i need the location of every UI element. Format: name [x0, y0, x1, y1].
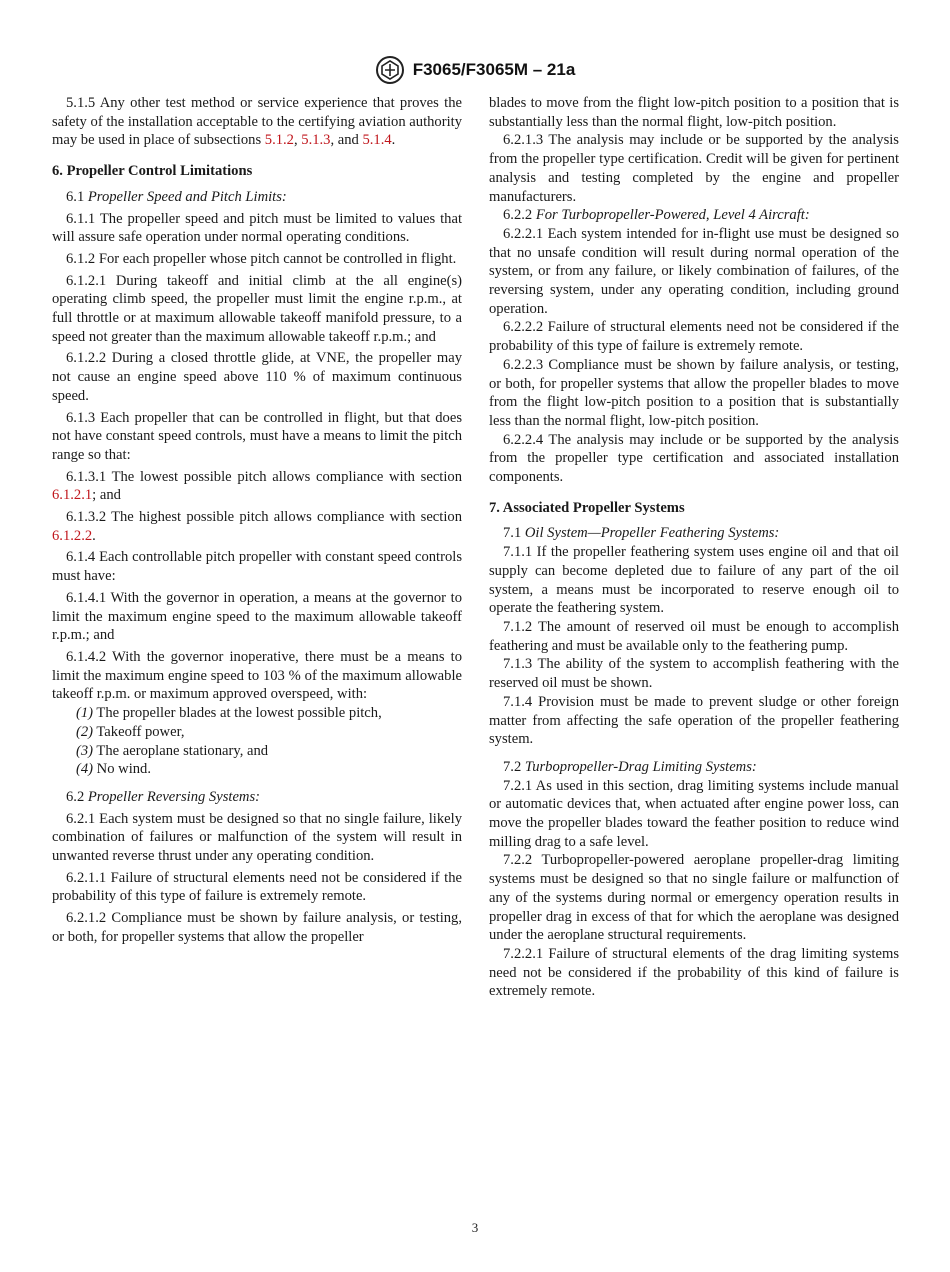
paragraph-6-1-4-2: 6.1.4.2 With the governor inoperative, there must be a means to limit the maximum engine speed to 103 % of the maximum allowable takeoff r.p.m. or maximum approved overspeed, with:	[52, 648, 462, 703]
page-number: 3	[471, 1220, 479, 1235]
condition-list	[52, 704, 462, 779]
paragraph-6-2-1: 6.2.1 Each system must be designed so that no single failure, likely combination of failures or malfunction of the system will result in unwanted reverse thrust under any operating condition.	[52, 810, 462, 865]
paragraph-6-1-1: 6.1.1 The propeller speed and pitch must be limited to values that will assure safe operation under normal operating conditions.	[52, 210, 462, 246]
paragraph-6-1-4: 6.1.4 Each controllable pitch propeller with constant speed controls must have:	[52, 549, 462, 585]
paragraph-6-1-2-2: 6.1.2.2 During a closed throttle glide, at VNE, the propeller may not cause an engine speed above 110 % of maximum continuous speed.	[52, 350, 462, 404]
xref-5-1-4[interactable]: 5.1.4	[362, 132, 392, 149]
paragraph-6-1-4-1: 6.1.4.1 With the governor in operation, a means at the governor to limit the maximum engine speed to the maximum allowable takeoff r.p.m.; and	[52, 589, 462, 644]
list-item: (4) No wind.	[76, 761, 152, 778]
paragraph-6-2: 6.2 Propeller Reversing Systems:	[66, 788, 260, 805]
xref-5-1-2[interactable]: 5.1.2	[264, 132, 294, 149]
paragraph-6-2-2: 6.2.2 For Turbopropeller-Powered, Level 4 Aircraft:	[503, 207, 810, 224]
xref-6-1-2-1[interactable]: 6.1.2.1	[52, 487, 93, 504]
paragraph-6-1-2: 6.1.2 For each propeller whose pitch cannot be controlled in flight.	[66, 250, 457, 267]
paragraph-7-1-2: 7.1.2 The amount of reserved oil must be enough to accomplish feathering and must be available only to the feathering pump.	[489, 618, 899, 654]
list-item: (1) The propeller blades at the lowest possible pitch,	[76, 705, 382, 722]
paragraph-6-2-2-1: 6.2.2.1 Each system intended for in-flight use must be designed so that no unsafe condition will result during normal operation of the system, or from any failure, or likely combination of failures, of the reversing system, under any operating condition, including ground operation.	[489, 225, 899, 317]
paragraph-7-2-2: 7.2.2 Turbopropeller-powered aeroplane propeller-drag limiting systems must be designed so that no single failure or malfunction of any of the systems during normal or emergency operation results in propeller drag in excess of that for which the aeroplane was designed under the aeroplane structural requirements.	[489, 852, 899, 944]
right-column	[489, 94, 899, 1001]
paragraph-7-1-4: 7.1.4 Provision must be made to prevent sludge or other foreign matter from affecting the safe operation of the propeller feathering system.	[489, 693, 899, 748]
paragraph-6-2-1-2: 6.2.1.2 Compliance must be shown by failure analysis, or testing, or both, for propeller systems that allow the propeller	[52, 910, 462, 945]
paragraph-6-1: 6.1 Propeller Speed and Pitch Limits:	[66, 188, 287, 205]
xref-5-1-3[interactable]: 5.1.3	[301, 132, 331, 149]
paragraph-6-2-2-4: 6.2.2.4 The analysis may include or be supported by the analysis from the propeller type certification and associated installation components.	[489, 431, 899, 486]
paragraph-7-1-1: 7.1.1 If the propeller feathering system uses engine oil and that oil supply can become depleted due to failure of any part of the oil system, a means must be incorporated to reserve enough oil to operate the feathering system.	[489, 544, 899, 617]
paragraph-6-2-1-1: 6.2.1.1 Failure of structural elements need not be considered if the probability of this type of failure is extremely remote.	[52, 869, 462, 905]
paragraph-6-1-3-2: 6.1.3.2 The highest possible pitch allows compliance with section 6.1.2.2.	[52, 509, 462, 544]
list-item: (3) The aeroplane stationary, and	[76, 742, 269, 759]
paragraph-7-2-1: 7.2.1 As used in this section, drag limiting systems include manual or automatic devices that, when actuated after engine power loss, can move the propeller blades toward the feather position to reduce wind milling drag to a safe level.	[489, 777, 899, 850]
paragraph-7-2-2-1: 7.2.2.1 Failure of structural elements of the drag limiting systems need not be considered if the probability of this kind of failure is extremely remote.	[489, 945, 899, 1000]
paragraph-7-2: 7.2 Turbopropeller-Drag Limiting Systems:	[503, 758, 757, 775]
paragraph-6-1-2-1: 6.1.2.1 During takeoff and initial climb at the all engine(s) operating climb speed, the propeller must limit the engine r.p.m., at full throttle or at maximum allowable takeoff manifold pressure, to a speed not greater than the maximum allowable takeoff r.p.m.; and	[52, 272, 462, 345]
paragraph-5-1-5: 5.1.5 Any other test method or service experience that proves the safety of the installation acceptable to the certifying aviation authority may be used in place of subsections 5.1.2, 5.1.3, and 5.1.4.	[52, 95, 462, 149]
paragraph-7-1-3: 7.1.3 The ability of the system to accomplish feathering with the reserved oil must be shown.	[489, 656, 899, 692]
paragraph-6-2-1-2-continued: blades to move from the flight low-pitch position to a position that is substantially less than the normal flight, low-pitch position.	[489, 95, 899, 130]
paragraph-6-2-1-3: 6.2.1.3 The analysis may include or be supported by the analysis from the propeller type certification. Credit will be given for pertinent analysis and testing completed by the engine and propeller manufacturers.	[489, 132, 899, 205]
paragraph-6-2-2-2: 6.2.2.2 Failure of structural elements need not be considered if the probability of this type of failure is extremely remote.	[489, 319, 899, 355]
xref-6-1-2-2[interactable]: 6.1.2.2	[52, 527, 93, 544]
page-header	[0, 56, 950, 84]
paragraph-6-2-2-3: 6.2.2.3 Compliance must be shown by failure analysis, or testing, or both, for propeller systems that allow the propeller blades to move from the flight low-pitch position to a position that is substantially less than the normal flight, low-pitch position.	[489, 356, 899, 429]
section-heading-7: 7. Associated Propeller Systems	[489, 499, 685, 516]
paragraph-7-1: 7.1 Oil System—Propeller Feathering Systems:	[503, 525, 780, 542]
paragraph-6-1-3-1: 6.1.3.1 The lowest possible pitch allows compliance with section 6.1.2.1; and	[52, 468, 462, 504]
astm-logo-icon	[375, 55, 405, 85]
list-item: (2) Takeoff power,	[76, 723, 185, 740]
section-heading-6: 6. Propeller Control Limitations	[52, 163, 253, 180]
document-id: F3065/F3065M – 21a	[412, 60, 576, 79]
paragraph-6-1-3: 6.1.3 Each propeller that can be controlled in flight, but that does not have constant speed controls, must have a means to limit the pitch range so that:	[52, 409, 462, 463]
left-column	[52, 94, 462, 947]
